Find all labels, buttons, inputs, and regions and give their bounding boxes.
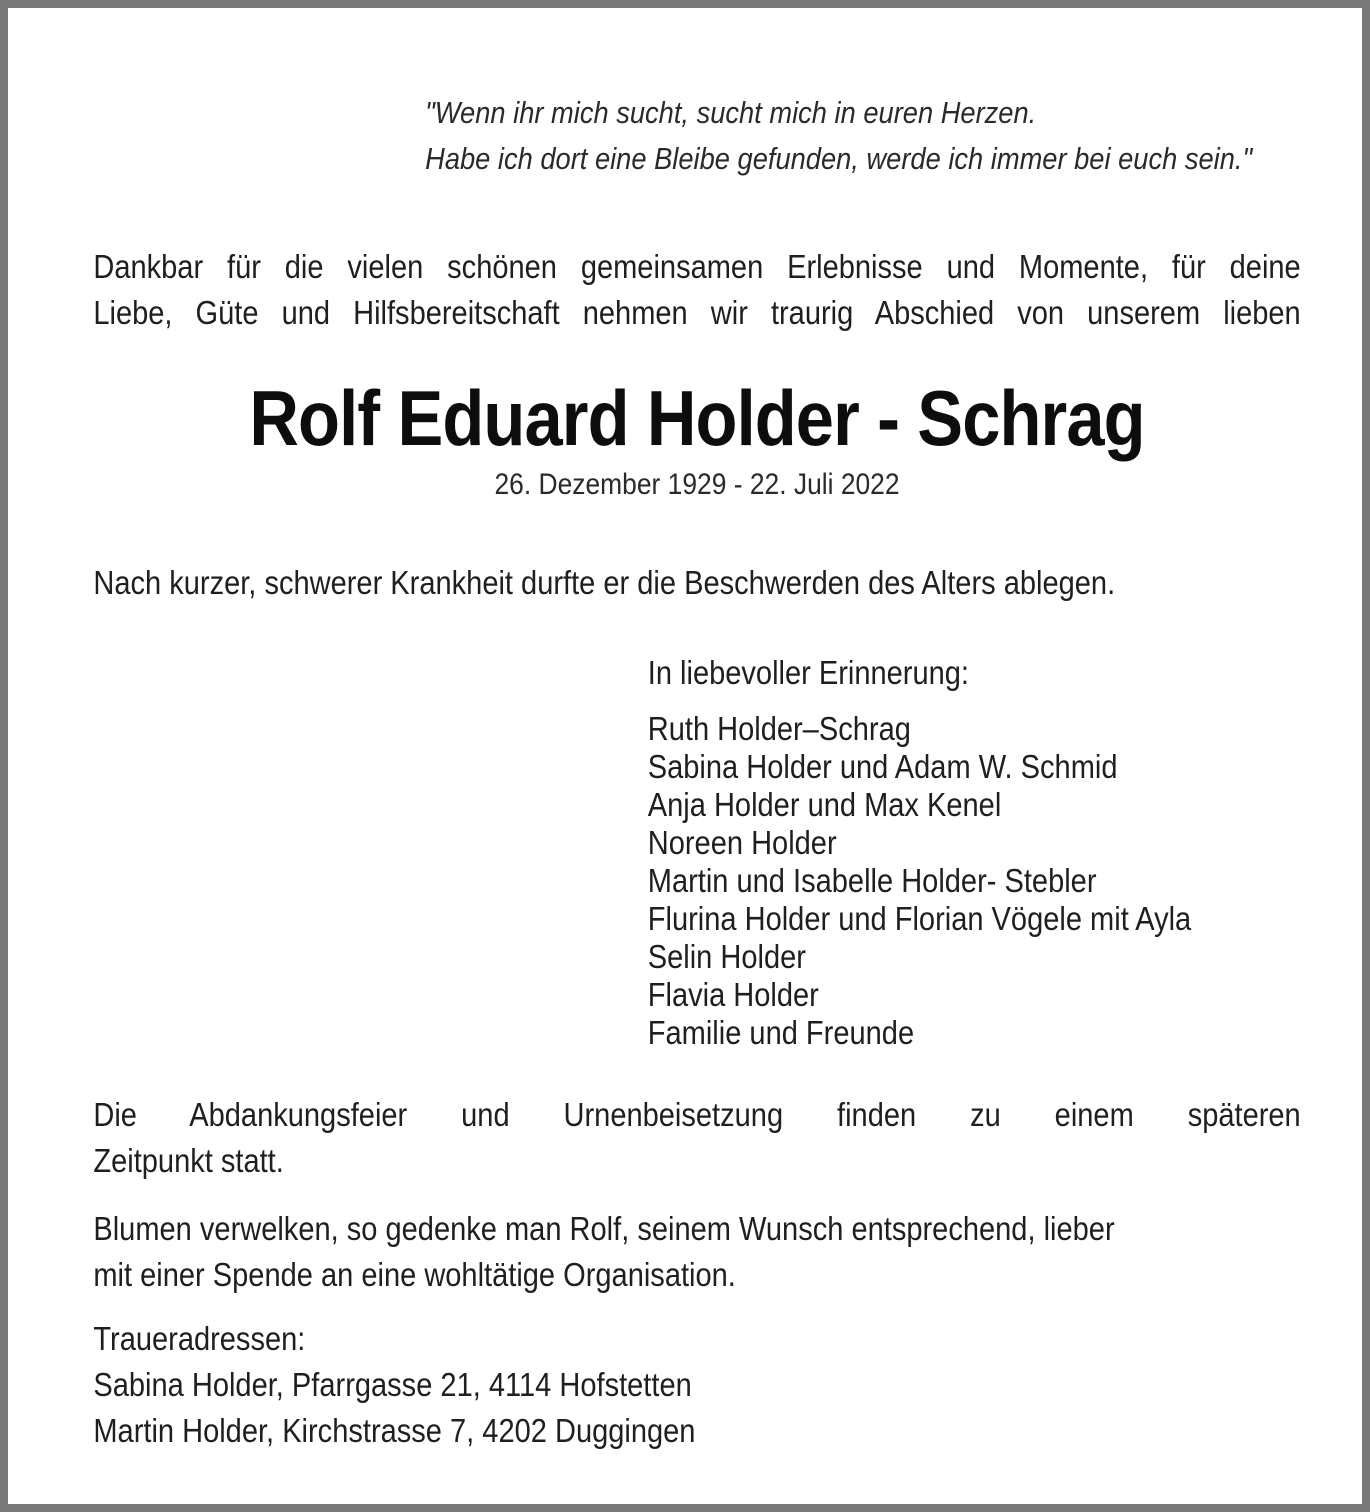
list-item: Flavia Holder	[647, 976, 819, 1013]
obituary-content-wrapper	[8, 90, 1362, 1454]
intro-line1: Dankbar für die vielen schönen gemeinsamen Erlebnisse und Momente, für deine	[93, 248, 1301, 285]
remembrance-heading: In liebevoller Erinnerung:	[647, 654, 970, 691]
mourning-address: Sabina Holder, Pfarrgasse 21, 4114 Hofstetten	[93, 1366, 692, 1403]
memorial-quote-line2: Habe ich dort eine Bleibe gefunden, werde ich immer bei euch sein."	[425, 141, 1253, 176]
memorial-quote	[425, 90, 1301, 182]
memorial-quote-line1: "Wenn ihr mich sucht, sucht mich in euren Herzen.	[425, 95, 1037, 130]
flowers-line2: mit einer Spende an eine wohltätige Organisation.	[93, 1256, 736, 1293]
list-item: Selin Holder	[647, 938, 806, 975]
deceased-name: Rolf Eduard Holder - Schrag	[249, 374, 1145, 462]
ceremony-paragraph	[93, 1092, 1300, 1184]
list-item: Flurina Holder und Florian Vögele mit Ayla	[647, 900, 1192, 937]
mourning-address: Martin Holder, Kirchstrasse 7, 4202 Duggingen	[93, 1412, 696, 1449]
ceremony-line1: Die Abdankungsfeier und Urnenbeisetzung finden zu einem späteren	[93, 1096, 1301, 1133]
intro-paragraph	[93, 244, 1300, 336]
list-item: Noreen Holder	[647, 824, 837, 861]
mourning-addresses-heading: Traueradressen:	[93, 1320, 306, 1357]
ceremony-line2: Zeitpunkt statt.	[93, 1142, 284, 1179]
mourning-addresses-section	[93, 1316, 1300, 1454]
list-item: Martin und Isabelle Holder- Stebler	[647, 862, 1097, 899]
list-item: Ruth Holder–Schrag	[647, 710, 911, 747]
flowers-line1: Blumen verwelken, so gedenke man Rolf, seinem Wunsch entsprechend, lieber	[93, 1210, 1115, 1247]
obituary-content	[93, 90, 1300, 1454]
list-item: Sabina Holder und Adam W. Schmid	[647, 748, 1118, 785]
deceased-dates: 26. Dezember 1929 - 22. Juli 2022	[494, 468, 900, 501]
remembrance-names-list	[648, 710, 1301, 1052]
list-item: Familie und Freunde	[647, 1014, 915, 1051]
death-note: Nach kurzer, schwerer Krankheit durfte er die Beschwerden des Alters ablegen.	[93, 564, 1116, 601]
list-item: Anja Holder und Max Kenel	[647, 786, 1002, 823]
intro-line2: Liebe, Güte und Hilfsbereitschaft nehmen wir traurig Abschied von unserem lieben	[93, 294, 1301, 331]
remembrance-section	[648, 650, 1301, 1052]
flowers-paragraph	[93, 1206, 1300, 1298]
